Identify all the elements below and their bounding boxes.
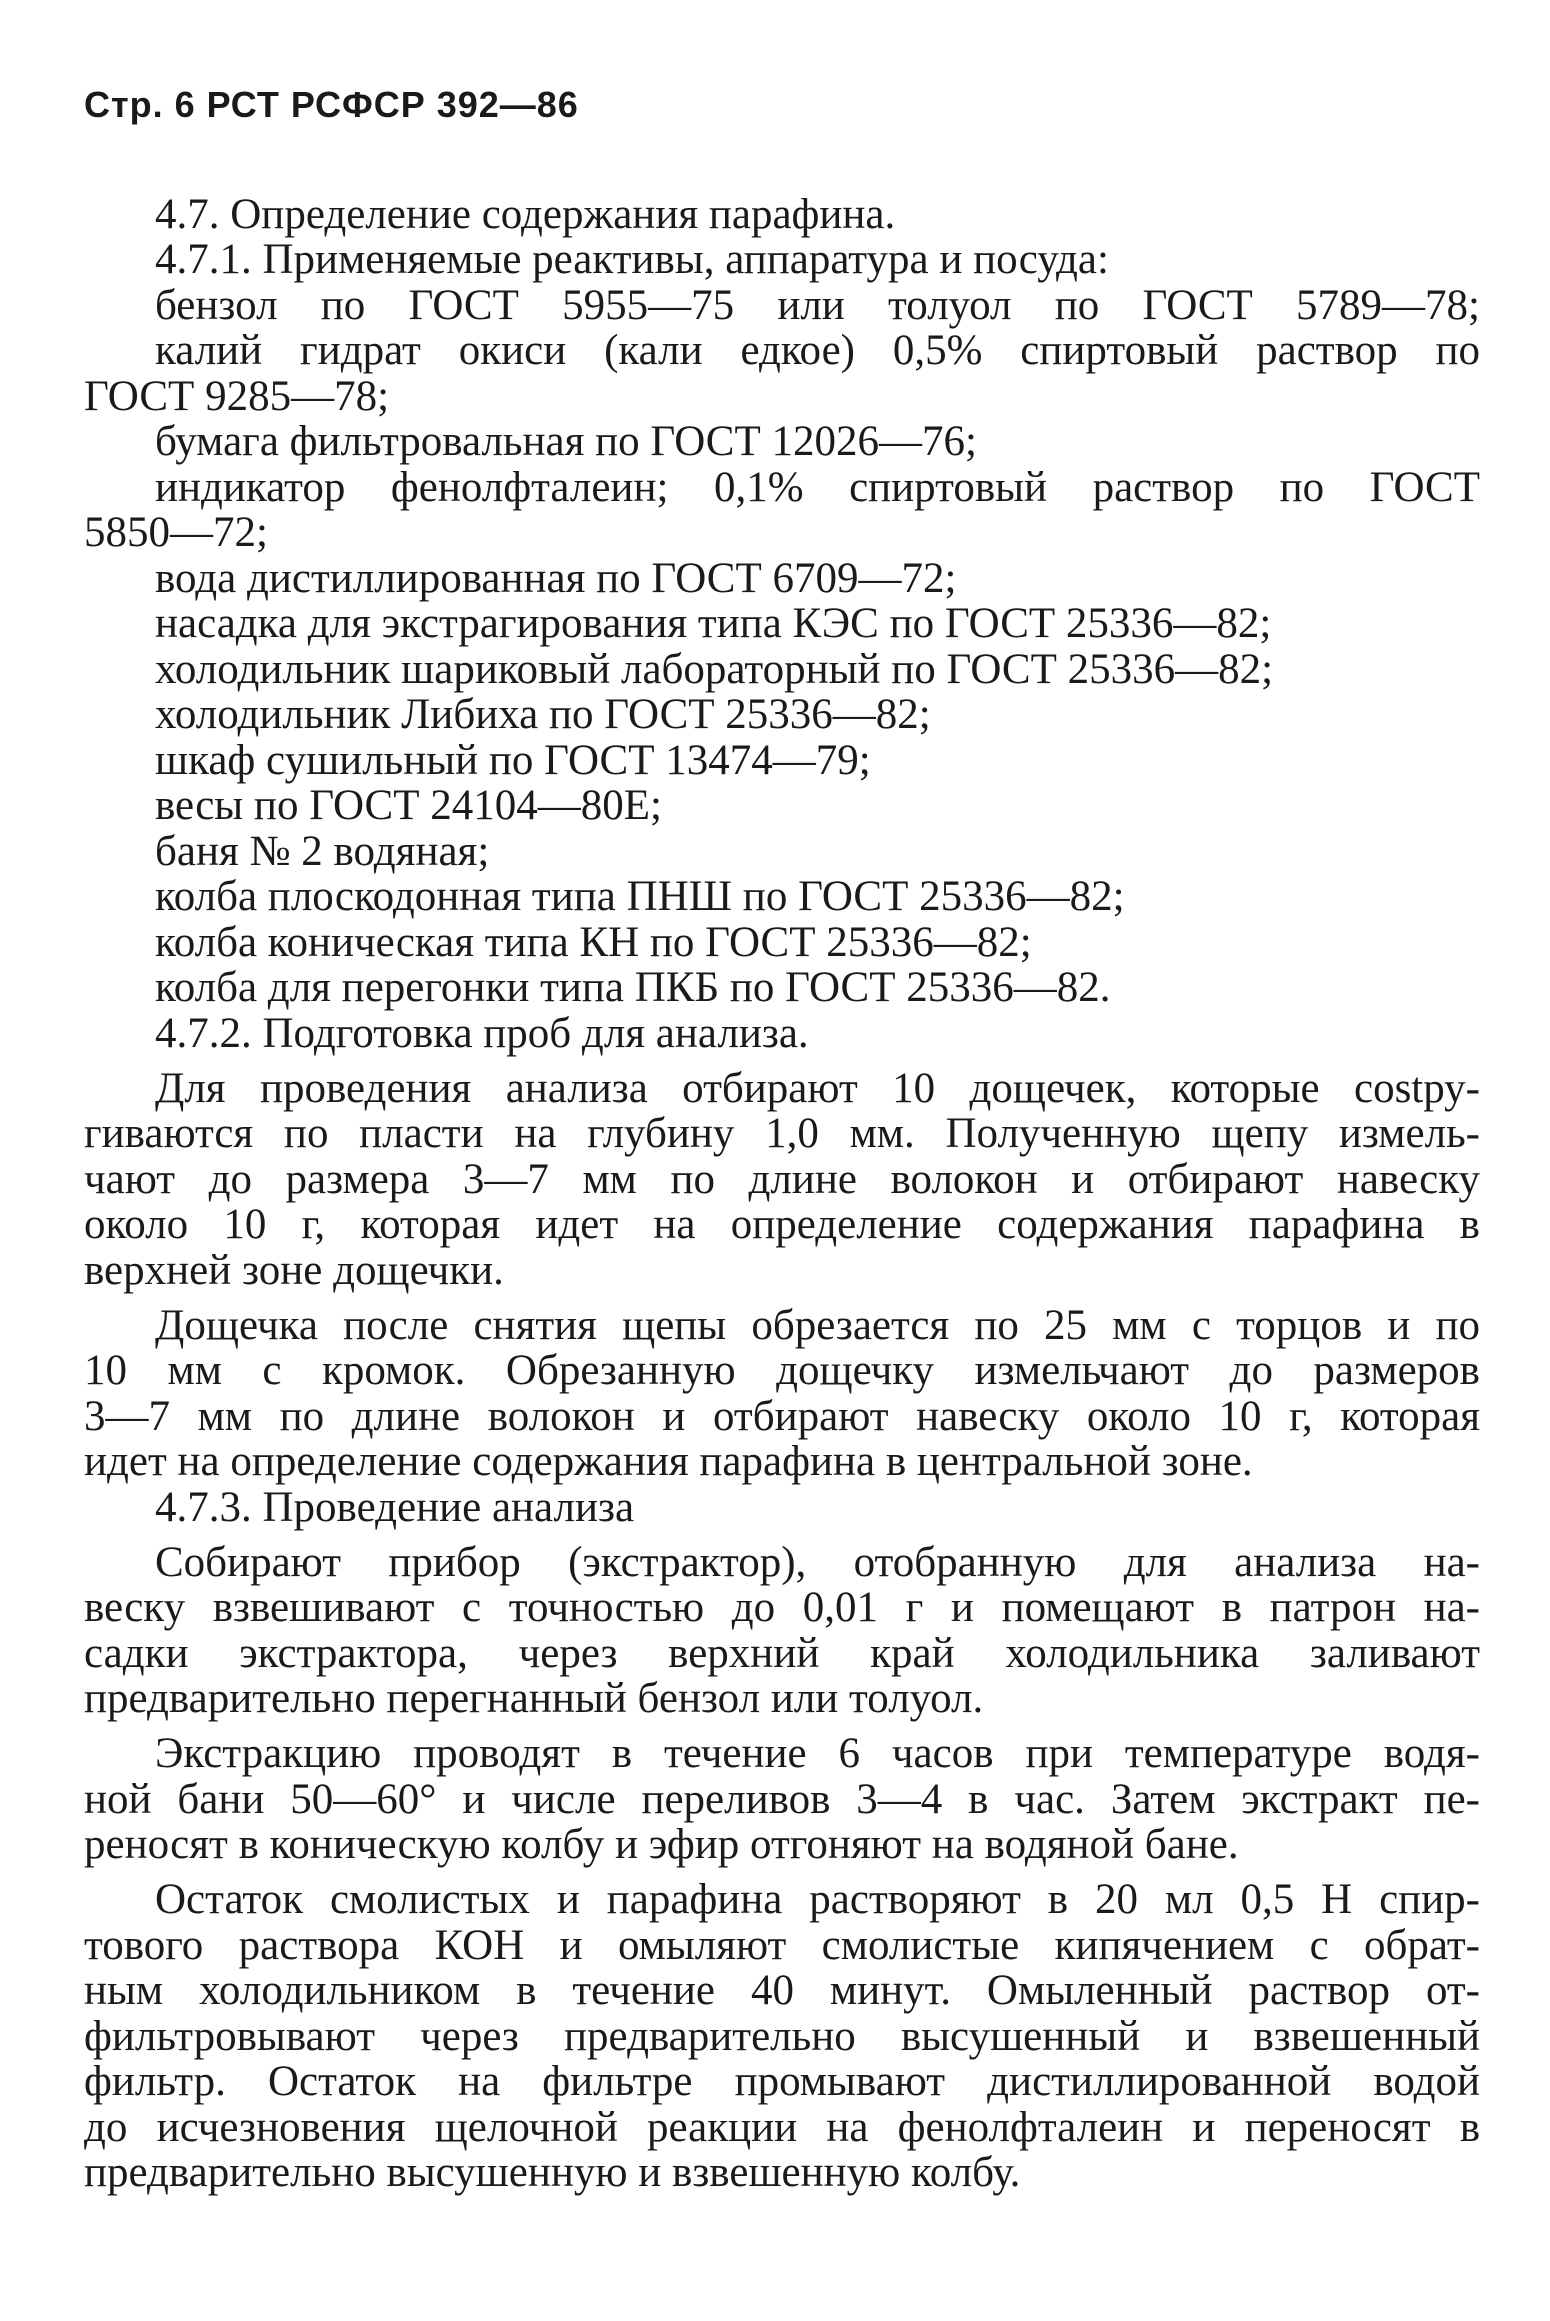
paragraph-line: Для проведения анализа отбирают 10 дощечек, которые сostру- [155, 1065, 1480, 1112]
list-item-continuation: ГОСТ 9285—78; [84, 373, 390, 420]
paragraph-line: Собирают прибор (экстрактор), отобранную для анализа на- [155, 1539, 1480, 1586]
paragraph-line: до исчезновения щелочной реакции на фенолфталеин и переносят в [84, 2104, 1480, 2151]
list-item: весы по ГОСТ 24104—80Е; [155, 782, 662, 829]
paragraph-line: около 10 г, которая идет на определение содержания парафина в [84, 1201, 1480, 1248]
paragraph-line: реносят в коническую колбу и эфир отгоняют на водяной бане. [84, 1821, 1239, 1868]
section-title-4-7: 4.7. Определение содержания парафина. [155, 191, 896, 238]
paragraph-line: садки экстрактора, через верхний край холодильника заливают [84, 1630, 1480, 1677]
paragraph-line: фильтровывают через предварительно высушенный и взвешенный [84, 2013, 1480, 2060]
paragraph-line: Остаток смолистых и парафина растворяют в 20 мл 0,5 Н спир- [155, 1876, 1480, 1923]
subsection-4-7-3-title: 4.7.3. Проведение анализа [155, 1484, 635, 1531]
page-header: Стр. 6 РСТ РСФСР 392—86 [84, 84, 579, 125]
paragraph-line: чают до размера 3—7 мм по длине волокон и отбирают навеску [84, 1156, 1480, 1203]
paragraph-line: Дощечка после снятия щепы обрезается по 25 мм с торцов и по [155, 1302, 1480, 1349]
list-item: колба плоскодонная типа ПНШ по ГОСТ 25336—82; [155, 873, 1125, 920]
paragraph-line: фильтр. Остаток на фильтре промывают дистиллированной водой [84, 2058, 1480, 2105]
list-item: насадка для экстрагирования типа КЭС по ГОСТ 25336—82; [155, 600, 1272, 647]
subsection-4-7-2-title: 4.7.2. Подготовка проб для анализа. [155, 1010, 809, 1057]
paragraph-line: гиваются по пласти на глубину 1,0 мм. Полученную щепу измель- [84, 1110, 1480, 1157]
list-item: колба коническая типа КН по ГОСТ 25336—82; [155, 919, 1032, 966]
list-item: шкаф сушильный по ГОСТ 13474—79; [155, 737, 871, 784]
subsection-4-7-1-title: 4.7.1. Применяемые реактивы, аппаратура и посуда: [155, 236, 1109, 283]
paragraph-line: 3—7 мм по длине волокон и отбирают навеску около 10 г, которая [84, 1393, 1480, 1440]
list-item: бумага фильтровальная по ГОСТ 12026—76; [155, 418, 977, 465]
list-item: бензол по ГОСТ 5955—75 или толуол по ГОСТ 5789—78; [155, 282, 1480, 329]
paragraph-line: тового раствора КОН и омыляют смолистые кипячением с обрат- [84, 1922, 1480, 1969]
list-item: калий гидрат окиси (кали едкое) 0,5% спиртовый раствор по [155, 327, 1480, 374]
paragraph-line: предварительно высушенную и взвешенную колбу. [84, 2149, 1021, 2196]
paragraph-line: ным холодильником в течение 40 минут. Омыленный раствор от- [84, 1967, 1480, 2014]
paragraph-line: идет на определение содержания парафина в центральной зоне. [84, 1438, 1253, 1485]
list-item: баня № 2 водяная; [155, 828, 490, 875]
paragraph-line: 10 мм с кромок. Обрезанную дощечку измельчают до размеров [84, 1347, 1480, 1394]
list-item: индикатор фенолфталеин; 0,1% спиртовый раствор по ГОСТ [155, 464, 1480, 511]
list-item: холодильник шариковый лабораторный по ГОСТ 25336—82; [155, 646, 1274, 693]
list-item: вода дистиллированная по ГОСТ 6709—72; [155, 555, 957, 602]
paragraph-line: верхней зоне дощечки. [84, 1247, 504, 1294]
list-item: колба для перегонки типа ПКБ по ГОСТ 25336—82. [155, 964, 1111, 1011]
paragraph-line: Экстракцию проводят в течение 6 часов при температуре водя- [155, 1730, 1480, 1777]
paragraph-line: веску взвешивают с точностью до 0,01 г и помещают в патрон на- [84, 1584, 1480, 1631]
list-item-continuation: 5850—72; [84, 509, 268, 556]
list-item: холодильник Либиха по ГОСТ 25336—82; [155, 691, 931, 738]
paragraph-line: ной бани 50—60° и числе переливов 3—4 в час. Затем экстракт пе- [84, 1776, 1480, 1823]
paragraph-line: предварительно перегнанный бензол или толуол. [84, 1675, 984, 1722]
